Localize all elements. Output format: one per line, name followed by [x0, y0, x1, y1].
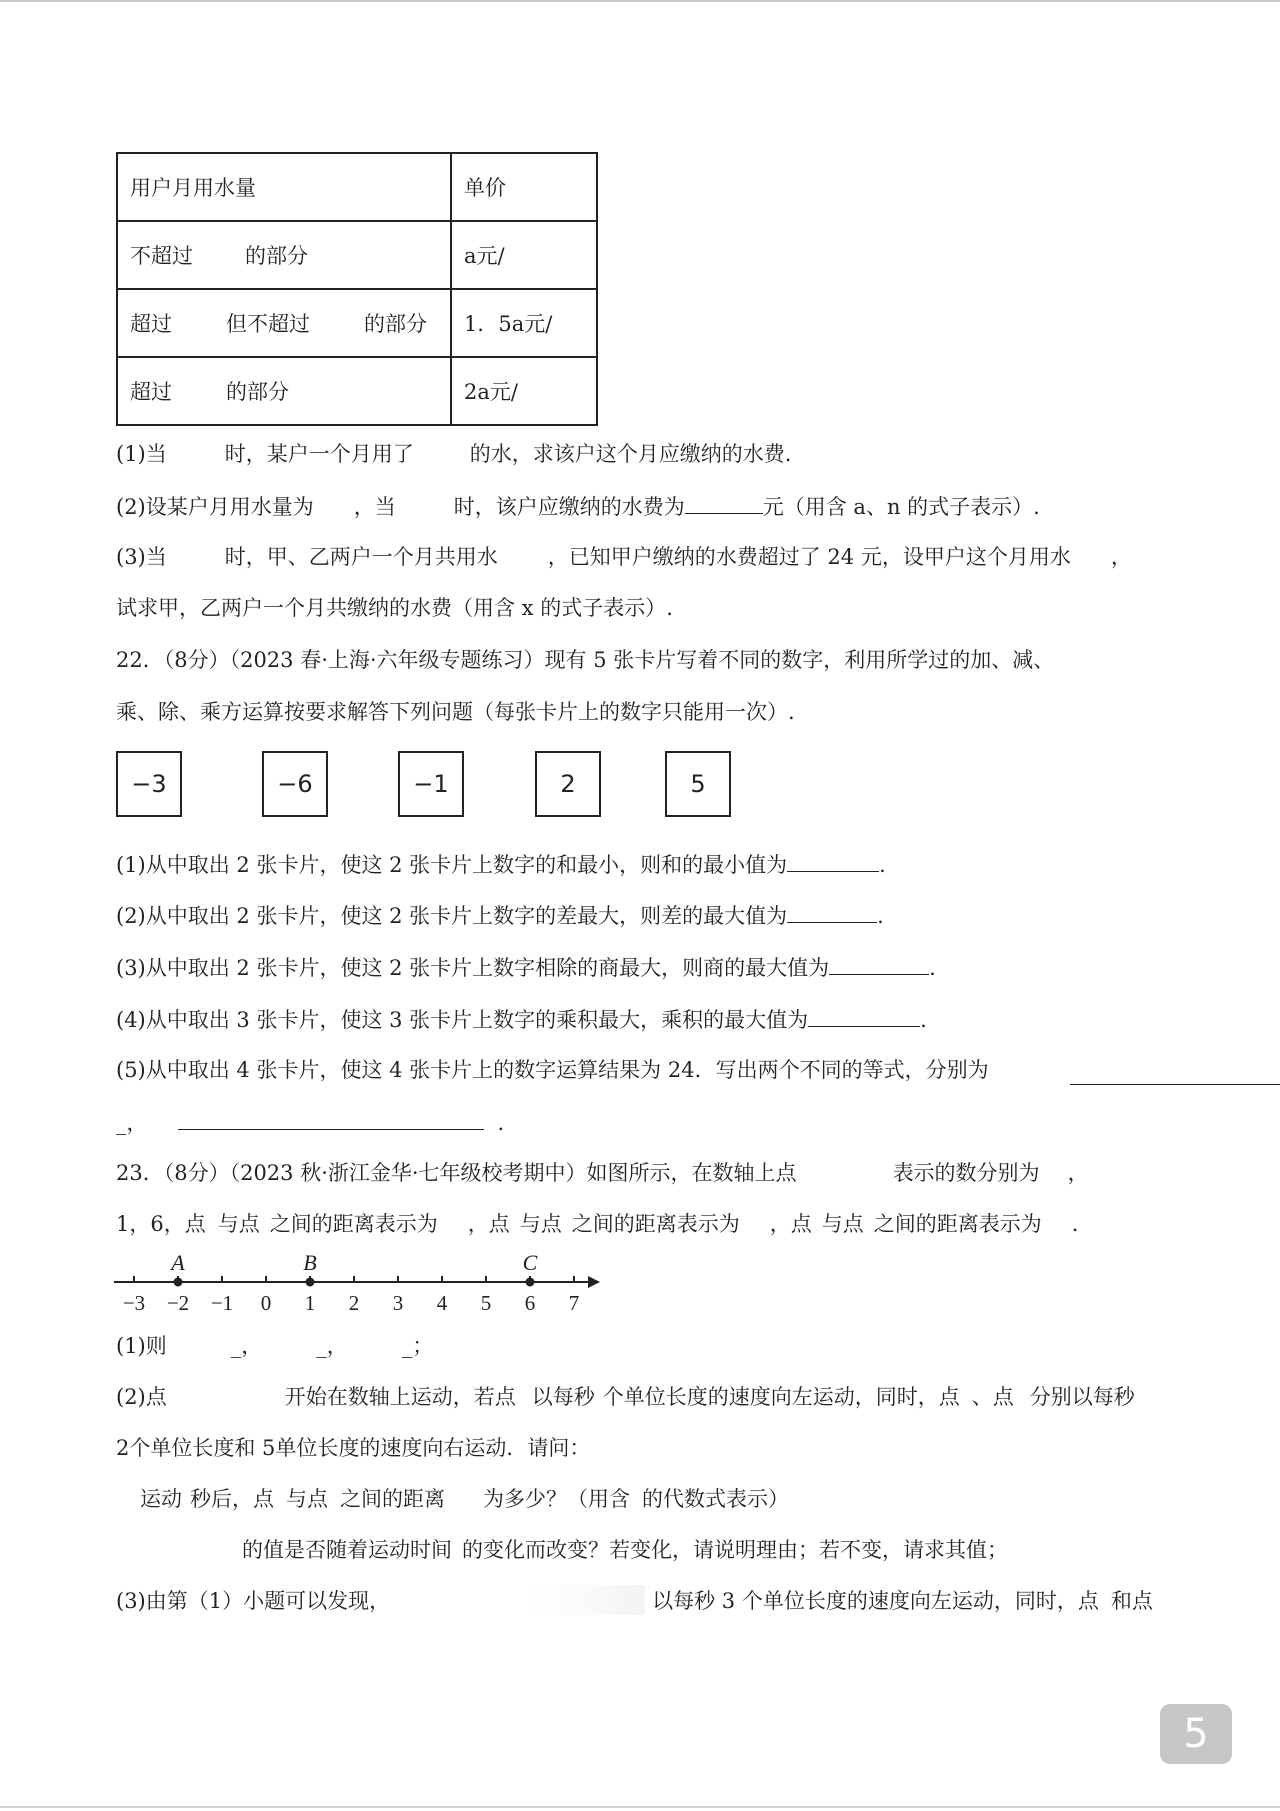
table-header-row — [117, 153, 597, 221]
q23-stem-line2: 1，6，点 与点 之间的距离表示为 ，点 与点 之间的距离表示为 ，点 与点 之间的距离表示为 . — [116, 1212, 1079, 1236]
page-top-border — [0, 0, 1280, 2]
q22-stem-line1: 22．（8分）（2023 春·上海·六年级专题练习）现有 5 张卡片写着不同的数字，利用所学过的加、减、 — [116, 648, 1055, 672]
q23-part2-q2: 的值是否随着运动时间 的变化而改变？若变化，请说明理由；若不变，请求其值； — [242, 1538, 1008, 1562]
number-line-point-label: A — [171, 1250, 185, 1275]
table-row — [117, 357, 597, 425]
answer-blank[interactable] — [787, 900, 877, 923]
q22-sub2: (2)从中取出 2 张卡片，使这 2 张卡片上数字的差最大，则差的最大值为 . — [116, 900, 884, 931]
number-line-tick-label: 1 — [304, 1291, 316, 1315]
q22-sub5: (5)从中取出 4 张卡片，使这 4 张卡片上的数字运算结果为 24．写出两个不同的等式，分别为 — [116, 1058, 989, 1082]
number-line-figure — [110, 1246, 610, 1318]
number-card: −1 — [398, 751, 464, 817]
q22-stem-line2: 乘、除、乘方运算按要求解答下列问题（每张卡片上的数字只能用一次）. — [116, 700, 795, 724]
q21-part2: (2)设某户月用水量为 ，当 时，该户应缴纳的水费为 元（用含 a、n 的式子表示）. — [116, 491, 1040, 522]
table-header-usage: 用户月用水量 — [117, 153, 451, 221]
q21-part3: (3)当 时，甲、乙两户一个月共用水 ，已知甲户缴纳的水费超过了 24 元，设甲户这个月用水 ， — [116, 545, 1132, 569]
q22-sub4: (4)从中取出 3 张卡片，使这 3 张卡片上数字的乘积最大，乘积的最大值为 . — [116, 1004, 927, 1035]
q23-part2-cont: 2个单位长度和 5单位长度的速度向右运动．请问： — [116, 1436, 591, 1460]
number-line-tick-label: −2 — [166, 1291, 190, 1315]
number-card: −6 — [262, 751, 328, 817]
number-line-point — [306, 1278, 315, 1287]
table-cell-usage: 超过 但不超过 的部分 — [117, 289, 451, 357]
table-header-price: 单价 — [451, 153, 597, 221]
table-cell-price: 2a元/ — [451, 357, 597, 425]
number-line-point-label: B — [303, 1250, 317, 1275]
q22-sub1: (1)从中取出 2 张卡片，使这 2 张卡片上数字的和最小，则和的最小值为 . — [116, 849, 886, 880]
water-price-table — [116, 152, 598, 426]
answer-blank[interactable] — [829, 952, 929, 975]
number-line-tick-label: 7 — [568, 1291, 580, 1315]
q22-sub5-cont: _， . — [116, 1107, 504, 1138]
number-line-tick-label: 5 — [480, 1291, 492, 1315]
q23-part3: (3)由第（1）小题可以发现， 以每秒 3 个单位长度的速度向左运动，同时，点 和点 — [116, 1589, 1153, 1613]
answer-blank[interactable] — [685, 491, 763, 514]
number-line — [114, 1250, 600, 1315]
table-cell-price: a元/ — [451, 221, 597, 289]
scan-blur-region — [530, 1585, 645, 1615]
number-card: 5 — [665, 751, 731, 817]
number-line-tick-label: 4 — [436, 1291, 448, 1315]
number-line-tick-label: 6 — [524, 1291, 536, 1315]
q22-sub3: (3)从中取出 2 张卡片，使这 2 张卡片上数字相除的商最大，则商的最大值为 . — [116, 952, 936, 983]
table-row — [117, 221, 597, 289]
number-line-tick-label: 2 — [348, 1291, 360, 1315]
number-line-arrow — [588, 1276, 600, 1288]
q23-stem-line1: 23．（8分）（2023 秋·浙江金华·七年级校考期中）如图所示，在数轴上点 表示的数分别为 ， — [116, 1161, 1089, 1185]
number-line-point — [174, 1278, 183, 1287]
answer-blank[interactable] — [178, 1107, 484, 1130]
number-line-tick-label: 3 — [392, 1291, 404, 1315]
page-number-badge: 5 — [1160, 1704, 1232, 1764]
q21-part3-cont: 试求甲，乙两户一个月共缴纳的水费（用含 x 的式子表示）. — [116, 596, 673, 620]
q23-part1: (1)则 _， _， _； — [116, 1334, 434, 1358]
q21-part1: (1)当 时，某户一个月用了 的水，求该户这个月应缴纳的水费. — [116, 442, 792, 466]
answer-blank[interactable] — [1070, 1062, 1280, 1085]
number-line-tick-label: −1 — [210, 1291, 234, 1315]
number-card: 2 — [535, 751, 601, 817]
number-line-tick-label: −3 — [122, 1291, 146, 1315]
answer-blank[interactable] — [787, 849, 879, 872]
number-line-tick-label: 0 — [260, 1291, 272, 1315]
q23-part2: (2)点 开始在数轴上运动，若点 以每秒 个单位长度的速度向左运动，同时，点 、点 分别以每秒 — [116, 1385, 1135, 1409]
table-row — [117, 289, 597, 357]
table-cell-usage: 不超过 的部分 — [117, 221, 451, 289]
number-line-point — [526, 1278, 535, 1287]
page-bottom-border — [0, 1806, 1280, 1808]
q23-part2-q1: 运动 秒后，点 与点 之间的距离 为多少？（用含 的代数式表示） — [140, 1487, 789, 1511]
number-card: −3 — [116, 751, 182, 817]
table-cell-usage: 超过 的部分 — [117, 357, 451, 425]
answer-blank[interactable] — [808, 1004, 920, 1027]
number-line-point-label: C — [522, 1250, 538, 1275]
table-cell-price: 1．5a元/ — [451, 289, 597, 357]
